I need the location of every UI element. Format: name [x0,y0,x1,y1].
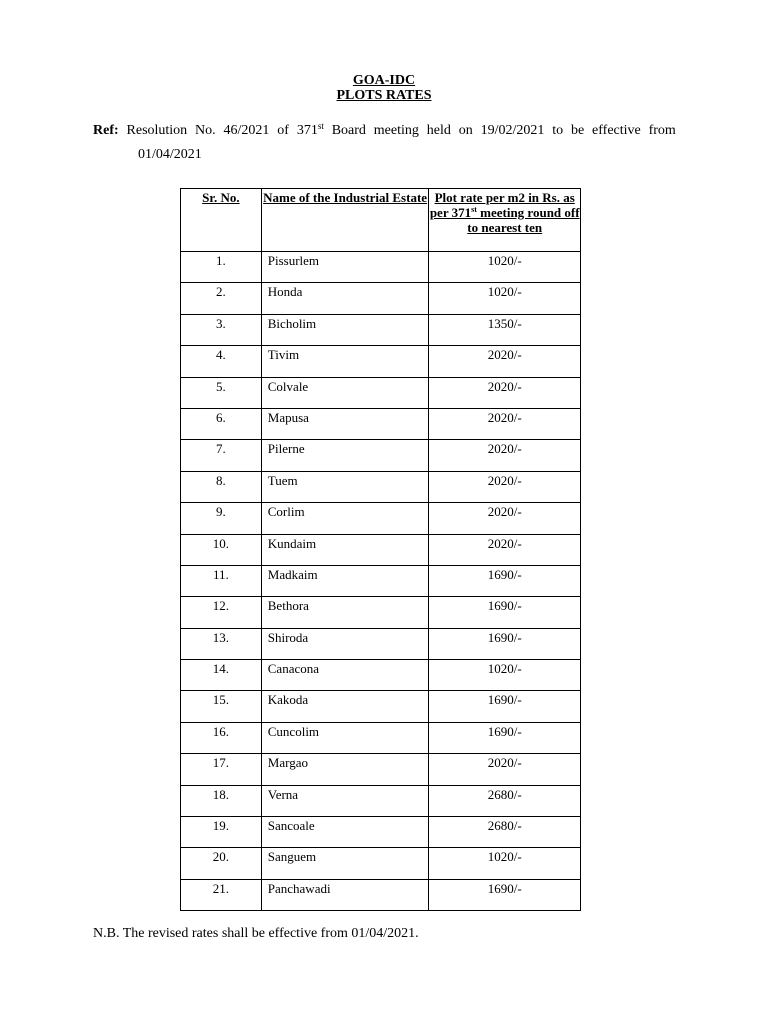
cell-estate-name: Colvale [261,377,429,408]
cell-estate-name: Margao [261,754,429,785]
ordinal-suffix: st [317,121,324,131]
cell-plot-rate: 2020/- [429,377,581,408]
cell-plot-rate: 2020/- [429,503,581,534]
cell-estate-name: Honda [261,283,429,314]
table-row [181,314,581,345]
reference-word: effective [592,123,641,138]
reference-word: on [458,123,473,138]
reference-meeting-number: 371st [296,121,324,138]
cell-sr-no: 7. [181,440,262,471]
table-row [181,691,581,722]
reference-word: 19/02/2021 [480,123,545,138]
table-row [181,597,581,628]
cell-sr-no: 21. [181,879,262,910]
header-sr-no: Sr. No. [181,189,262,252]
cell-estate-name: Bicholim [261,314,429,345]
cell-plot-rate: 2020/- [429,440,581,471]
cell-plot-rate: 1020/- [429,283,581,314]
document-subtitle: PLOTS RATES [336,88,432,103]
reference-label: Ref: [93,123,119,138]
cell-estate-name: Verna [261,785,429,816]
table-row [181,503,581,534]
reference-word: Board [331,123,366,138]
table-row [181,722,581,753]
cell-estate-name: Madkaim [261,565,429,596]
table-row [181,534,581,565]
cell-sr-no: 5. [181,377,262,408]
cell-sr-no: 18. [181,785,262,816]
cell-estate-name: Mapusa [261,408,429,439]
document-title: GOA-IDC [352,73,416,88]
table-row [181,377,581,408]
cell-plot-rate: 2020/- [429,534,581,565]
cell-plot-rate: 1020/- [429,848,581,879]
cell-sr-no: 13. [181,628,262,659]
cell-sr-no: 9. [181,503,262,534]
cell-estate-name: Kundaim [261,534,429,565]
cell-sr-no: 8. [181,471,262,502]
cell-plot-rate: 1350/- [429,314,581,345]
reference-word: meeting [373,123,419,138]
table-header-row [181,189,581,252]
reference-word: Resolution [126,123,188,138]
cell-estate-name: Pissurlem [261,252,429,283]
reference-line [93,119,676,143]
cell-estate-name: Corlim [261,503,429,534]
reference-continuation: 01/04/2021 [138,147,202,162]
cell-plot-rate: 1690/- [429,628,581,659]
reference-paragraph [93,119,676,167]
cell-sr-no: 15. [181,691,262,722]
header-plot-rate: Plot rate per m2 in Rs. as per 371st meeting round off to nearest ten [429,189,581,252]
cell-plot-rate: 1020/- [429,252,581,283]
table-row [181,848,581,879]
cell-plot-rate: 1690/- [429,879,581,910]
cell-estate-name: Kakoda [261,691,429,722]
cell-estate-name: Pilerne [261,440,429,471]
cell-plot-rate: 1020/- [429,660,581,691]
table-row [181,252,581,283]
cell-estate-name: Shiroda [261,628,429,659]
table-body [181,252,581,911]
cell-plot-rate: 1690/- [429,722,581,753]
cell-estate-name: Sancoale [261,817,429,848]
table-row [181,660,581,691]
cell-plot-rate: 1690/- [429,597,581,628]
cell-plot-rate: 2020/- [429,346,581,377]
cell-plot-rate: 2020/- [429,754,581,785]
reference-word: No. [195,123,216,138]
plot-rates-table [180,188,581,911]
table-row [181,565,581,596]
reference-word: to [552,123,564,138]
footnote: N.B. The revised rates shall be effective from 01/04/2021. [93,926,419,941]
reference-word: of [277,123,289,138]
cell-estate-name: Sanguem [261,848,429,879]
table-row [181,346,581,377]
cell-estate-name: Cuncolim [261,722,429,753]
cell-plot-rate: 1690/- [429,565,581,596]
cell-sr-no: 14. [181,660,262,691]
cell-sr-no: 16. [181,722,262,753]
table-row [181,628,581,659]
reference-word: be [570,123,585,138]
reference-word: 46/2021 [223,123,270,138]
ordinal-suffix: st [471,205,477,214]
cell-sr-no: 11. [181,565,262,596]
table-row [181,408,581,439]
cell-sr-no: 1. [181,252,262,283]
cell-estate-name: Tuem [261,471,429,502]
cell-plot-rate: 2680/- [429,817,581,848]
cell-sr-no: 6. [181,408,262,439]
cell-sr-no: 2. [181,283,262,314]
cell-sr-no: 10. [181,534,262,565]
table-row [181,879,581,910]
cell-plot-rate: 2020/- [429,471,581,502]
cell-estate-name: Bethora [261,597,429,628]
cell-sr-no: 20. [181,848,262,879]
table-row [181,440,581,471]
cell-estate-name: Canacona [261,660,429,691]
table-row [181,283,581,314]
cell-estate-name: Panchawadi [261,879,429,910]
cell-sr-no: 19. [181,817,262,848]
cell-plot-rate: 2020/- [429,408,581,439]
table-row [181,817,581,848]
cell-plot-rate: 2680/- [429,785,581,816]
table-row [181,754,581,785]
cell-plot-rate: 1690/- [429,691,581,722]
table-row [181,471,581,502]
cell-sr-no: 4. [181,346,262,377]
cell-sr-no: 12. [181,597,262,628]
reference-word: from [648,123,676,138]
cell-sr-no: 3. [181,314,262,345]
cell-estate-name: Tivim [261,346,429,377]
cell-sr-no: 17. [181,754,262,785]
table-row [181,785,581,816]
header-estate-name: Name of the Industrial Estate [261,189,429,252]
reference-word: held [426,123,451,138]
